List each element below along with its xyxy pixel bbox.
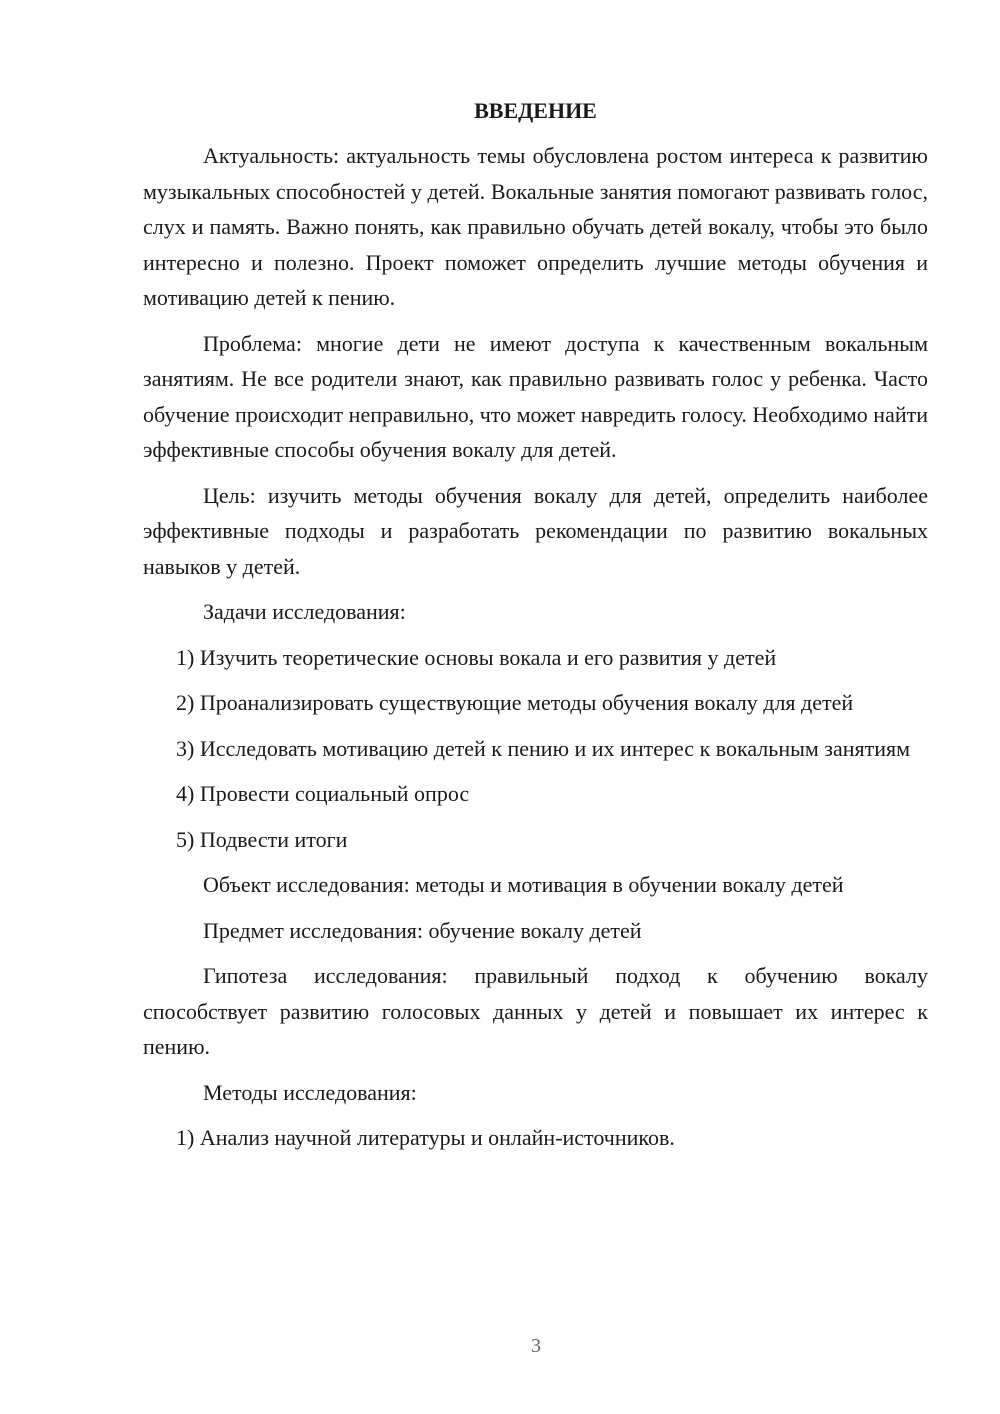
- subject-paragraph: Предмет исследования: обучение вокалу детей: [203, 917, 642, 943]
- page-title: ВВЕДЕНИЕ: [474, 98, 597, 123]
- tasks-heading: Задачи исследования:: [203, 599, 406, 624]
- hypothesis-paragraph: Гипотеза исследования: правильный подход к обучению вокалу способствует развитию голосовых данных у детей и повышает их интерес к пению.: [143, 963, 928, 1059]
- document-body: [143, 96, 928, 1166]
- page-number: 3: [531, 1335, 541, 1357]
- relevance-paragraph: Актуальность: актуальность темы обусловлена ростом интереса к развитию музыкальных способностей у детей. Вокальные занятия помогают развивать голос, слух и память. Важно понять, как правильно обучать детей вокалу, чтобы это было интересно и полезно. Проект поможет определить лучшие методы обучения и мотивацию детей к пению.: [143, 143, 928, 310]
- goal-paragraph: Цель: изучить методы обучения вокалу для детей, определить наиболее эффективные подходы и разработать рекомендации по развитию вокальных навыков у детей.: [143, 482, 928, 579]
- task-item-4: 4) Провести социальный опрос: [176, 781, 470, 806]
- object-paragraph: Объект исследования: методы и мотивация в обучении вокалу детей: [203, 872, 844, 897]
- methods-heading: Методы исследования:: [203, 1079, 417, 1105]
- method-item-1: 1) Анализ научной литературы и онлайн-источников.: [176, 1125, 675, 1150]
- task-item-1: 1) Изучить теоретические основы вокала и его развития у детей: [176, 644, 777, 670]
- task-item-3: 3) Исследовать мотивацию детей к пению и их интерес к вокальным занятиям: [176, 735, 911, 761]
- problem-paragraph: Проблема: многие дети не имеют доступа к качественным вокальным занятиям. Не все родители знают, как правильно развивать голос у ребенка. Часто обучение происходит неправильно, что может навредить голосу. Необходимо найти эффективные способы обучения вокалу для детей.: [143, 330, 928, 462]
- task-item-2: 2) Проанализировать существующие методы обучения вокалу для детей: [176, 690, 854, 715]
- task-item-5: 5) Подвести итоги: [176, 826, 348, 852]
